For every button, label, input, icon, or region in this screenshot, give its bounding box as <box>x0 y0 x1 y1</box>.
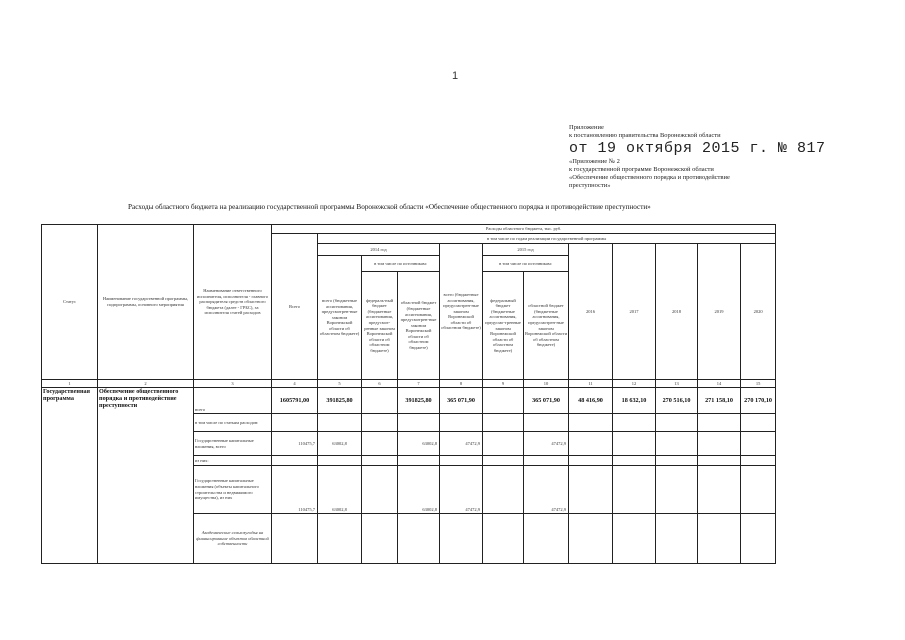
cell-value <box>362 414 398 432</box>
page-number: 1 <box>452 70 459 82</box>
cell-value: 270 516,10 <box>656 388 698 414</box>
cell-value <box>483 456 524 466</box>
cell-value <box>569 432 613 456</box>
cell-value <box>741 466 776 514</box>
header-name: Наименование государственной программы, подпрограммы, основного мероприятия <box>98 225 194 380</box>
cell-value <box>656 414 698 432</box>
col-number: 11 <box>569 380 613 388</box>
header-sources-2015: в том числе по источникам: <box>483 256 569 272</box>
cell-value <box>362 388 398 414</box>
cell-value <box>741 432 776 456</box>
header-fed-2015: федеральный бюджет (бюджетные ассигнования, предусмо-тренные законом Воронежской области об областном бюджете) <box>483 272 524 380</box>
cell-value <box>483 466 524 514</box>
cell-value <box>741 456 776 466</box>
row-label: из них: <box>194 456 272 466</box>
cell-value <box>569 456 613 466</box>
appendix-date-stamp: от 19 октября 2015 г. № 817 <box>569 140 826 157</box>
cell-value <box>741 414 776 432</box>
col-number: 4 <box>272 380 318 388</box>
cell-value: 270 170,10 <box>741 388 776 414</box>
cell-value <box>656 514 698 564</box>
cell-value: 391825,80 <box>318 388 362 414</box>
cell-value: 47472,9 <box>440 466 483 514</box>
cell-value <box>440 456 483 466</box>
cell-value: 365 071,90 <box>440 388 483 414</box>
appendix-block <box>569 124 826 190</box>
cell-value <box>613 466 656 514</box>
cell-value <box>524 414 569 432</box>
cell-value <box>656 466 698 514</box>
table-title: Расходы областного бюджета на реализацию государственной программы Воронежской области «Обеспечение общественного порядка и противодействие преступности» <box>128 203 651 211</box>
appendix-line-2: к постановлению правительства Воронежской области <box>569 132 721 139</box>
cell-value: 110475,7 <box>272 466 318 514</box>
header-total-2015: всего (бюджетные ассигнования, предусмотрен-ные законом Воронежской области об областном бюджете) <box>440 244 483 380</box>
cell-value: 47472,9 <box>440 432 483 456</box>
col-number: 6 <box>362 380 398 388</box>
cell-value <box>398 414 440 432</box>
cell-value: 48 416,90 <box>569 388 613 414</box>
expenses-table <box>41 224 776 564</box>
header-2020: 2020 <box>741 244 776 380</box>
col-number: 14 <box>698 380 741 388</box>
col-number: 3 <box>194 380 272 388</box>
cell-value <box>362 466 398 514</box>
cell-value <box>318 414 362 432</box>
cell-value <box>613 432 656 456</box>
column-numbers-row <box>42 380 776 388</box>
cell-value <box>272 414 318 432</box>
col-number: 13 <box>656 380 698 388</box>
cell-value <box>698 414 741 432</box>
header-total-2014: всего (бюджетные ассигнования, предусмотрен-ные законом Воронежской области об областном бюджете) <box>318 256 362 380</box>
program-status: Государственная программа <box>42 388 98 564</box>
cell-value <box>698 466 741 514</box>
header-2018: 2018 <box>656 244 698 380</box>
appendix-line-5: «Обеспечение общественного порядка и противодействие <box>569 174 730 181</box>
row-label: в том числе по статьям расходов: <box>194 414 272 432</box>
appendix-line-6: преступности» <box>569 182 611 189</box>
col-number: 7 <box>398 380 440 388</box>
cell-value <box>613 414 656 432</box>
table-row <box>42 388 776 414</box>
cell-value <box>362 514 398 564</box>
cell-value <box>656 456 698 466</box>
cell-value <box>698 432 741 456</box>
header-sources-2014: в том числе по источникам: <box>362 256 440 272</box>
cell-value <box>483 414 524 432</box>
appendix-line-1: Приложение <box>569 124 604 131</box>
header-2016: 2016 <box>569 244 613 380</box>
cell-value <box>569 414 613 432</box>
col-number: 5 <box>318 380 362 388</box>
cell-value <box>483 388 524 414</box>
cell-value: 63002,8 <box>318 432 362 456</box>
header-executor: Наименование ответственного исполнителя, исполнителя - главного распорядителя средств областного бюджета (далее - ГРБС), за исполнителя статей расходов <box>194 225 272 380</box>
cell-value <box>318 514 362 564</box>
cell-value: 271 158,10 <box>698 388 741 414</box>
cell-value <box>362 456 398 466</box>
cell-value: 391825,80 <box>398 388 440 414</box>
appendix-line-4: к государственной программе Воронежской области <box>569 166 714 173</box>
col-number: 2 <box>98 380 194 388</box>
cell-value <box>569 514 613 564</box>
cell-value <box>613 514 656 564</box>
header-2019: 2019 <box>698 244 741 380</box>
row-label: всего <box>194 388 272 414</box>
cell-value <box>483 432 524 456</box>
cell-value <box>398 514 440 564</box>
cell-value <box>440 414 483 432</box>
header-expenses: Расходы областного бюджета, тыс. руб. <box>272 225 776 234</box>
header-2015: 2015 год <box>483 244 569 256</box>
cell-value <box>318 456 362 466</box>
col-number: 15 <box>741 380 776 388</box>
cell-value <box>272 514 318 564</box>
cell-value <box>398 456 440 466</box>
col-number: 1 <box>42 380 98 388</box>
cell-value <box>483 514 524 564</box>
col-number: 9 <box>483 380 524 388</box>
cell-value <box>569 466 613 514</box>
cell-value: 1605791,00 <box>272 388 318 414</box>
col-number: 8 <box>440 380 483 388</box>
cell-value: 63002,8 <box>398 466 440 514</box>
header-2014: 2014 год <box>318 244 440 256</box>
cell-value: 47472,9 <box>524 432 569 456</box>
cell-value <box>741 514 776 564</box>
col-number: 10 <box>524 380 569 388</box>
row-label: Академические сельхозугодья на финансирование объектов областной собственности <box>194 514 272 564</box>
appendix-line-3: «Приложение № 2 <box>569 158 620 165</box>
cell-value <box>362 432 398 456</box>
cell-value: 63002,8 <box>318 466 362 514</box>
header-obl-2014: областной бюджет (бюджетные ассигнования, предусмотрен-ные законом Воронежской области об областном бюджете) <box>398 272 440 380</box>
cell-value <box>698 456 741 466</box>
cell-value <box>272 456 318 466</box>
header-obl-2015: областной бюджет (бюджетные ассигнования, предусмотрен-ные законом Воронежской области об областном бюджете) <box>524 272 569 380</box>
col-number: 12 <box>613 380 656 388</box>
header-2017: 2017 <box>613 244 656 380</box>
header-status: Статус <box>42 225 98 380</box>
cell-value: 110475,7 <box>272 432 318 456</box>
row-label: Государственные капитальные вложения (объекты капитального строительства и недвижимого имущества), из них <box>194 466 272 514</box>
cell-value <box>524 456 569 466</box>
cell-value: 63002,8 <box>398 432 440 456</box>
header-fed-2014: федераль-ный бюджет (бюджетные ассигнования, предусмот-ренные законом Воронежской области об областном бюджете) <box>362 272 398 380</box>
cell-value: 18 632,10 <box>613 388 656 414</box>
cell-value <box>613 456 656 466</box>
cell-value: 47472,9 <box>524 466 569 514</box>
cell-value <box>698 514 741 564</box>
header-by-years: в том числе по годам реализации государственной программы <box>318 234 776 244</box>
program-name: Обеспечение общественного порядка и противодействие преступности <box>98 388 194 564</box>
row-label: Государственные капитальные вложения, всего <box>194 432 272 456</box>
header-total: Всего <box>272 234 318 380</box>
cell-value <box>440 514 483 564</box>
cell-value: 365 071,90 <box>524 388 569 414</box>
cell-value <box>524 514 569 564</box>
cell-value <box>656 432 698 456</box>
